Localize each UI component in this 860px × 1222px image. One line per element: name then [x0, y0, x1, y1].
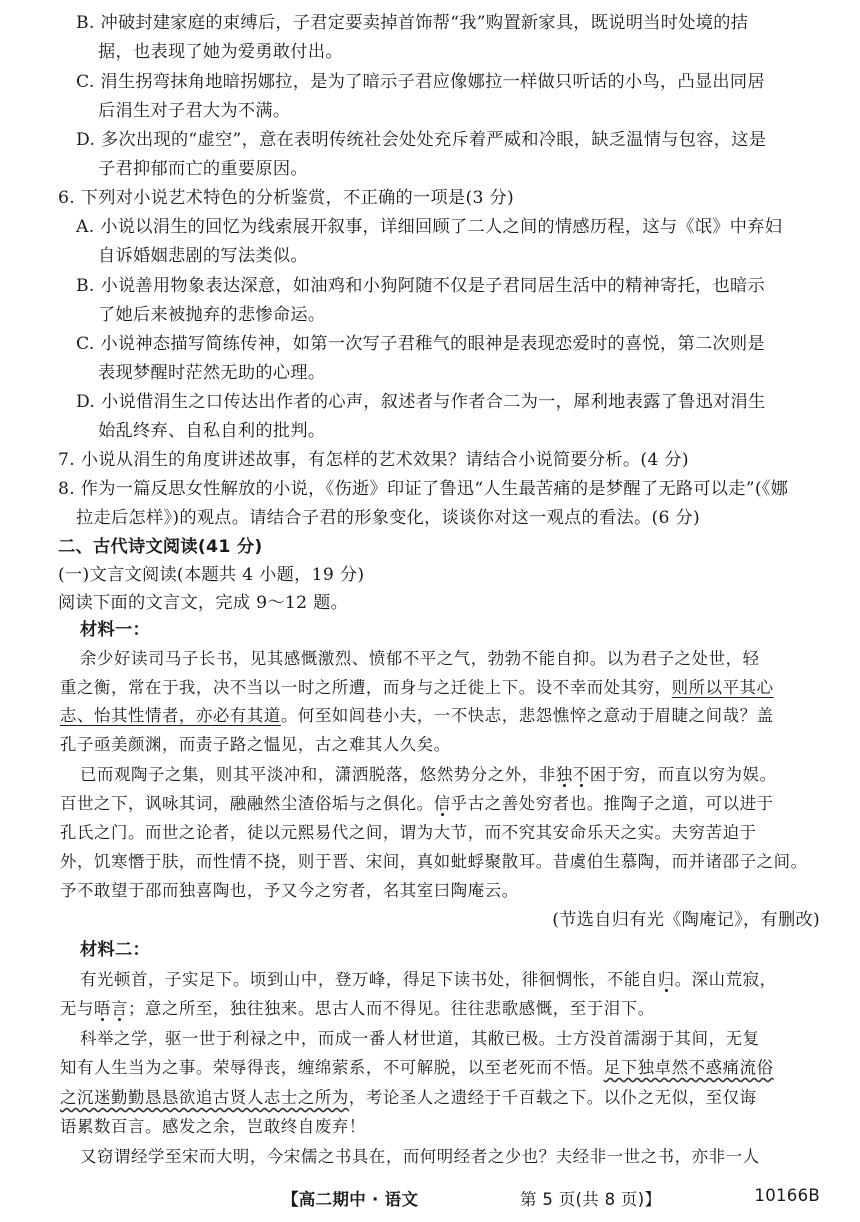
- material2-p2-line3: [60, 1086, 757, 1110]
- q5-option-d-line1: D. 多次出现的“虚空”，意在表明传统社会处处充斥着严威和冷眼，缺乏温情与包容，这是: [76, 130, 767, 150]
- text-segment: ；意之所至，独往独来。思古人而不得见。往往悲歌感慨，至于泪下。: [127, 999, 655, 1018]
- q7-stem: 7. 小说从涓生的角度讲述故事，有怎样的艺术效果？请结合小说简要分析。(4 分): [58, 450, 689, 470]
- text-segment: 无与: [60, 999, 94, 1018]
- q6-option-d-line2: 始乱终弃、自私自利的批判。: [98, 421, 326, 441]
- wavy-underlined-sentence-part1: 足下独卓然不惑痛流俗: [603, 1058, 774, 1077]
- material1-p1-line4: 孔子亟美颜渊，而责子路之愠见，古之难其人久矣。: [60, 735, 451, 754]
- underlined-sentence-part2: 志、怡其性情者，亦必有其道: [60, 706, 281, 725]
- text-segment: 已而观陶子之集，则其平淡冲和，潇洒脱落，悠然势分之外，非: [80, 765, 556, 784]
- material1-source: (节选自归有光《陶庵记》，有删改): [552, 910, 820, 930]
- subsection-heading: (一)文言文阅读(本题共 4 小题，19 分): [58, 565, 365, 585]
- text-segment: 困于穷，而直以穷为娱。: [589, 765, 777, 784]
- underlined-sentence-part1: 则所以平其心: [671, 678, 774, 697]
- q5-option-b-line2: 据，也表现了她为爱勇敢付出。: [98, 42, 343, 62]
- q8-stem-line2: 拉走后怎样》)的观点。请结合子君的形象变化，谈谈你对这一观点的看法。(6 分): [76, 508, 700, 528]
- dotted-char: 独: [555, 765, 573, 784]
- q6-option-b-line2: 了她后来被抛弃的悲惨命运。: [98, 305, 326, 325]
- text-segment: 乎古之善处穷者也。推陶子之道，可以进于: [450, 794, 774, 813]
- dotted-char: 不: [572, 765, 590, 784]
- dotted-char: 信: [433, 794, 451, 813]
- text-segment: ，考论圣人之遗经于千百载之下。以仆之无似，至仅诲: [348, 1088, 757, 1107]
- text-segment: 知有人生当为之事。荣辱得丧，缠绵萦系，不可解脱，以至老死而不悟。: [60, 1058, 604, 1077]
- material1-label: 材料一：: [80, 620, 150, 640]
- text-segment: 。深山荒寂，: [674, 970, 777, 989]
- text-segment: 百世之下，讽咏其词，融融然尘渣俗垢与之俱化。: [60, 794, 434, 813]
- q6-option-c-line1: C. 小说神态描写简练传神，如第一次写子君稚气的眼神是表现恋爱时的喜悦，第二次则是: [76, 334, 765, 354]
- q6-option-b-line1: B. 小说善用物象表达深意，如油鸡和小狗阿随不仅是子君同居生活中的精神寄托，也暗示: [76, 276, 765, 296]
- q5-option-b-line1: B. 冲破封建家庭的束缚后，子君定要卖掉首饰帮“我”购置新家具，既说明当时处境的拮: [76, 13, 749, 33]
- material2-p1-line1: [80, 968, 777, 992]
- material2-p2-line1: 科举之学，驱一世于利禄之中，而成一番人材世道，其敝已极。士方没首濡溺于其间，无复: [80, 1029, 760, 1048]
- text-segment: 有光顿首，子实足下。顷到山中，登万峰，得足下读书处，徘徊惆怅，不能自: [80, 970, 658, 989]
- q6-option-a-line1: A. 小说以涓生的回忆为线索展开叙事，详细回顾了二人之间的情感历程，这与《氓》中弃妇: [76, 217, 783, 237]
- section-heading: 二、古代诗文阅读(41 分): [58, 537, 263, 557]
- q5-option-d-line2: 子君抑郁而亡的重要原因。: [98, 159, 308, 179]
- dotted-char: 晤: [93, 999, 111, 1018]
- material1-p2-line4: 外，饥寒憯于肤，而性情不挠，则于晋、宋间，真如蚍蜉聚散耳。昔虞伯生慕陶，而并诸邵子之间。: [60, 852, 808, 871]
- q5-option-c-line1: C. 涓生拐弯抹角地暗拐娜拉，是为了暗示子君应像娜拉一样做只听话的小鸟，凸显出同居: [76, 72, 765, 92]
- q6-option-c-line2: 表现梦醒时茫然无助的心理。: [98, 363, 326, 383]
- q6-option-a-line2: 自诉婚姻悲剧的写法类似。: [98, 246, 308, 266]
- material2-p1-line2: [60, 997, 655, 1021]
- material1-p2-line1: [80, 763, 777, 787]
- wavy-underlined-sentence-part2: 之沉迷勤勤恳恳欲追古贤人志士之所为: [60, 1088, 349, 1107]
- material2-p2-line4: 语累数百言。感发之余，岂敢终自废弃！: [60, 1117, 366, 1136]
- material2-p2-line2: [60, 1056, 774, 1080]
- q6-option-d-line1: D. 小说借涓生之口传达出作者的心声，叙述者与作者合二为一，犀利地表露了鲁迅对涓生: [76, 392, 766, 412]
- page-footer: [0, 1184, 860, 1212]
- text-segment: 。何至如闾巷小夫，一不快志，悲怨憔悴之意动于眉睫之间哉？盖: [280, 706, 774, 725]
- material2-label: 材料二：: [80, 940, 150, 960]
- footer-page-number: 第 5 页(共 8 页)】: [520, 1190, 662, 1209]
- material1-p1-line1: 余少好读司马子长书，见其感慨激烈、愤郁不平之气，勃勃不能自抑。以为君子之处世，轻: [80, 649, 760, 668]
- material2-p3-line1: 又窃谓经学至宋而大明，今宋儒之书具在，而何明经者之少也？夫经非一世之书，亦非一人: [80, 1147, 760, 1166]
- material1-p2-line2: [60, 792, 774, 816]
- material1-p2-line5: 予不敢望于邵而独喜陶也，予又今之穷者，名其室曰陶庵云。: [60, 881, 519, 900]
- material1-p1-line3: [60, 704, 774, 728]
- material1-p2-line3: 孔氏之门。而世之论者，徒以元熙易代之间，谓为大节，而不究其安命乐天之实。夫穷苦迫于: [60, 823, 757, 842]
- material1-p1-line2: [60, 676, 774, 700]
- footer-exam-title: 【高二期中 · 语文: [282, 1190, 419, 1209]
- footer-paper-code: 10166B: [754, 1186, 820, 1205]
- dotted-char: 归: [657, 970, 675, 989]
- text-segment: 重之衡，常在于我，决不当以一时之所遭，而身与之迁徙上下。设不幸而处其穷，: [60, 678, 672, 697]
- q6-stem: 6. 下列对小说艺术特色的分析鉴赏，不正确的一项是(3 分): [58, 188, 514, 208]
- q5-option-c-line2: 后涓生对子君大为不满。: [98, 101, 291, 121]
- reading-instruction: 阅读下面的文言文，完成 9～12 题。: [58, 593, 349, 613]
- dotted-char: 言: [110, 999, 128, 1018]
- q8-stem-line1: 8. 作为一篇反思女性解放的小说，《伤逝》印证了鲁迅“人生最苦痛的是梦醒了无路可以走”(《娜: [58, 479, 789, 499]
